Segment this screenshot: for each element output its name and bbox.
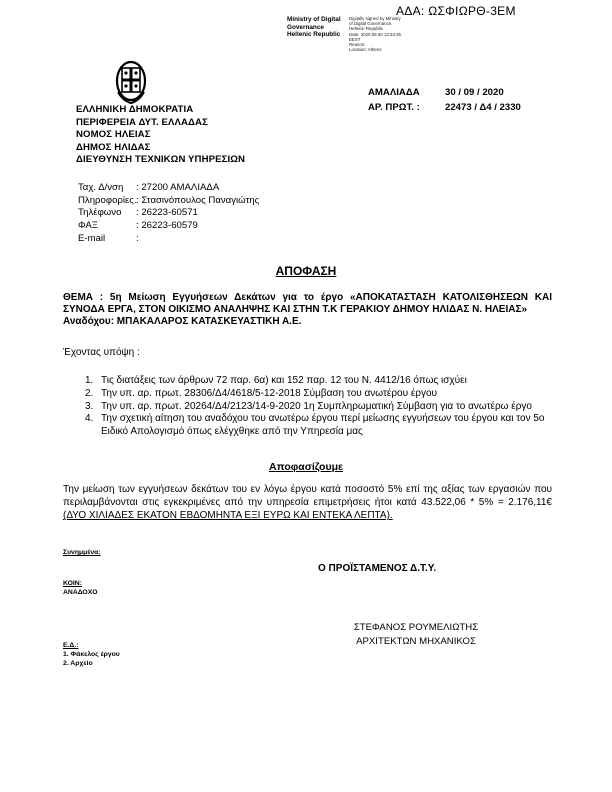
stamp-sig-line: of Digital Governance,: [349, 21, 393, 27]
fax-value: : 26223-60579: [136, 220, 198, 232]
internal-distribution-item: 2. Αρχείο: [63, 660, 93, 667]
address-label: Ταχ. Δ/νση: [78, 182, 124, 193]
stamp-sig-line: Reason:: [349, 42, 366, 48]
protocol-number: 22473 / Δ4 / 2330: [445, 101, 521, 113]
decision-heading-text: Αποφασίζουμε: [269, 461, 343, 473]
authority-line-republic: ΕΛΛΗΝΙΚΗ ΔΗΜΟΚΡΑΤΙΑ: [76, 104, 194, 115]
list-item-number: 4.: [85, 413, 94, 425]
list-item-number: 3.: [85, 400, 94, 412]
stamp-sig-line: Digitally signed by Ministry: [349, 16, 401, 21]
contact-row-email: [78, 233, 259, 246]
document-title-text: ΑΠΟΦΑΣΗ: [275, 264, 337, 278]
cc-block: [63, 579, 98, 597]
cc-label: ΚΟΙΝ:: [63, 580, 82, 587]
contact-row-fax: [78, 220, 259, 233]
internal-distribution-block: [63, 641, 120, 668]
signer-name: ΣΤΕΦΑΝΟΣ ΡΟΥΜΕΛΙΩΤΗΣ: [353, 622, 479, 633]
signer-block: [318, 621, 514, 649]
decision-paragraph: [63, 483, 552, 523]
fax-label: ΦΑΞ: [78, 220, 99, 232]
stamp-org-line: Ministry of Digital: [287, 16, 341, 23]
stamp-org-line: Hellenic Republic: [287, 31, 341, 39]
stamp-signature-details: [349, 16, 411, 52]
stamp-sig-line: Hellenic Republic: [349, 26, 383, 32]
stamp-organization: [287, 16, 345, 39]
cc-recipient: ΑΝΑΔΟΧΟ: [63, 589, 98, 596]
contact-row-phone: [78, 207, 259, 220]
considering-list: [85, 375, 551, 439]
phone-value: : 26223-60571: [136, 207, 198, 219]
attachments-block: [63, 548, 101, 557]
document-title: [0, 264, 612, 278]
contractor-line: Αναδόχου: ΜΠΑΚΑΛΑΡΟΣ ΚΑΤΑΣΚΕΥΑΣΤΙΚΗ Α.Ε.: [63, 315, 302, 327]
list-item: [85, 375, 551, 388]
address-value: : 27200 ΑΜΑΛΙΑΔΑ: [136, 182, 220, 193]
authority-line-directorate: ΔΙΕΥΘΥΝΣΗ ΤΕΧΝΙΚΩΝ ΥΠΗΡΕΣΙΩΝ: [76, 154, 246, 166]
signer-title: Ο ΠΡΟΪΣΤΑΜΕΝΟΣ Δ.Τ.Υ.: [318, 563, 437, 574]
issuing-authority-block: [76, 104, 245, 167]
list-item-text: Την υπ. αρ. πρωτ. 20264/Δ4/2123/14-9-2020 1η Συμπληρωματική Σύμβαση για το ανωτέρω έργο: [101, 400, 532, 412]
list-item-text: Την υπ. αρ. πρωτ. 28306/Δ4/4618/5-12-2018 Σύμβαση του ανωτέρου έργου: [101, 387, 438, 399]
place-label: ΑΜΑΛΙΑΔΑ: [368, 87, 420, 98]
ada-code: ΑΔΑ: ΩΣΦΙΩΡΘ-3ΕΜ: [396, 4, 516, 18]
list-item-text: Τις διατάξεις των άρθρων 72 παρ. 6α) και 152 παρ. 12 του Ν. 4412/16 όπως ισχύει: [101, 375, 467, 386]
list-item: [85, 413, 551, 439]
email-label: E-mail: [78, 232, 106, 244]
decision-body-text: Την μείωση των εγγυήσεων δεκάτων του εν λόγω έργου κατά ποσοστό 5% επί της αξίας των εργασιών που περιλαμβάνονται στις εγκεκριμένες από την υπηρεσία επιμετρήσεις ήτοι κατά 43.522,06 * 5% = 2.176,11€: [63, 484, 552, 509]
date-protocol-block: [368, 86, 521, 115]
considering-heading: Έχοντας υπόψη :: [63, 347, 140, 358]
information-value: : Στασινόπουλος Παναγιώτης: [136, 194, 260, 206]
subject-text: ΘΕΜΑ : 5η Μείωση Εγγυήσεων Δεκάτων για το έργο «ΑΠΟΚΑΤΑΣΤΑΣΗ ΚΑΤΟΛΙΣΘΗΣΕΩΝ ΚΑΙ ΣΥΝΟΔΑ ΕΡΓΑ, ΣΤΟΝ ΟΙΚΙΣΜΟ ΑΝΑΛΗΨΗΣ ΚΑΙ ΣΤΗΝ Τ.Κ ΓΕΡΑΚΙΟΥ ΔΗΜΟΥ ΗΛΙΔΑΣ Ν. ΗΛΕΙΑΣ»: [63, 292, 552, 315]
list-item-number: 2.: [85, 387, 94, 399]
phone-label: Τηλέφωνο: [78, 207, 122, 219]
stamp-sig-line: Location: Athens: [349, 47, 382, 53]
stamp-org-line: Governance: [287, 23, 324, 31]
decision-amount-words: (ΔΥΟ ΧΙΛΙΑΔΕΣ ΕΚΑΤΟΝ ΕΒΔΟΜΗΝΤΑ ΕΞΙ ΕΥΡΩ ΚΑΙ ΕΝΤΕΚΑ ΛΕΠΤΑ).: [63, 510, 393, 522]
stamp-sig-line: Date: 2020.09.30 13:33:25: [349, 31, 401, 37]
list-item: [85, 388, 551, 401]
digital-signature-stamp: [287, 16, 411, 52]
contact-details-block: [78, 182, 259, 246]
authority-line-municipality: ΔΗΜΟΣ ΗΛΙΔΑΣ: [76, 141, 151, 153]
stamp-sig-line: EEST: [349, 36, 361, 42]
list-item-text: Την σχετική αίτηση του αναδόχου του ανωτέρω έργου περί μείωσης εγγυήσεων του έργου και τον 5ο Ειδικό Απολογισμό όπως ελέγχθηκε από την Υπηρεσία μας: [101, 413, 545, 438]
list-item-number: 1.: [85, 375, 94, 386]
information-label: Πληροφορίες.: [78, 194, 137, 206]
protocol-label: ΑΡ. ΠΡΩΤ. :: [368, 101, 420, 113]
email-value: :: [136, 232, 139, 244]
authority-line-prefecture: ΝΟΜΟΣ ΗΛΕΙΑΣ: [76, 129, 151, 141]
contact-row-information: [78, 195, 259, 208]
attachments-label: Συνημμένα:: [63, 549, 101, 556]
document-date: 30 / 09 / 2020: [445, 87, 504, 98]
contact-row-address: [78, 182, 259, 195]
signer-role: ΑΡΧΙΤΕΚΤΩΝ ΜΗΧΑΝΙΚΟΣ: [356, 636, 476, 647]
internal-distribution-item: 1. Φάκελος έργου: [63, 651, 120, 658]
list-item: [85, 401, 551, 414]
decision-heading: [0, 461, 612, 473]
internal-distribution-label: Ε.Δ.:: [63, 642, 79, 649]
subject-block: [63, 292, 552, 327]
authority-line-region: ΠΕΡΙΦΕΡΕΙΑ ΔΥΤ. ΕΛΛΑΔΑΣ: [76, 116, 208, 128]
